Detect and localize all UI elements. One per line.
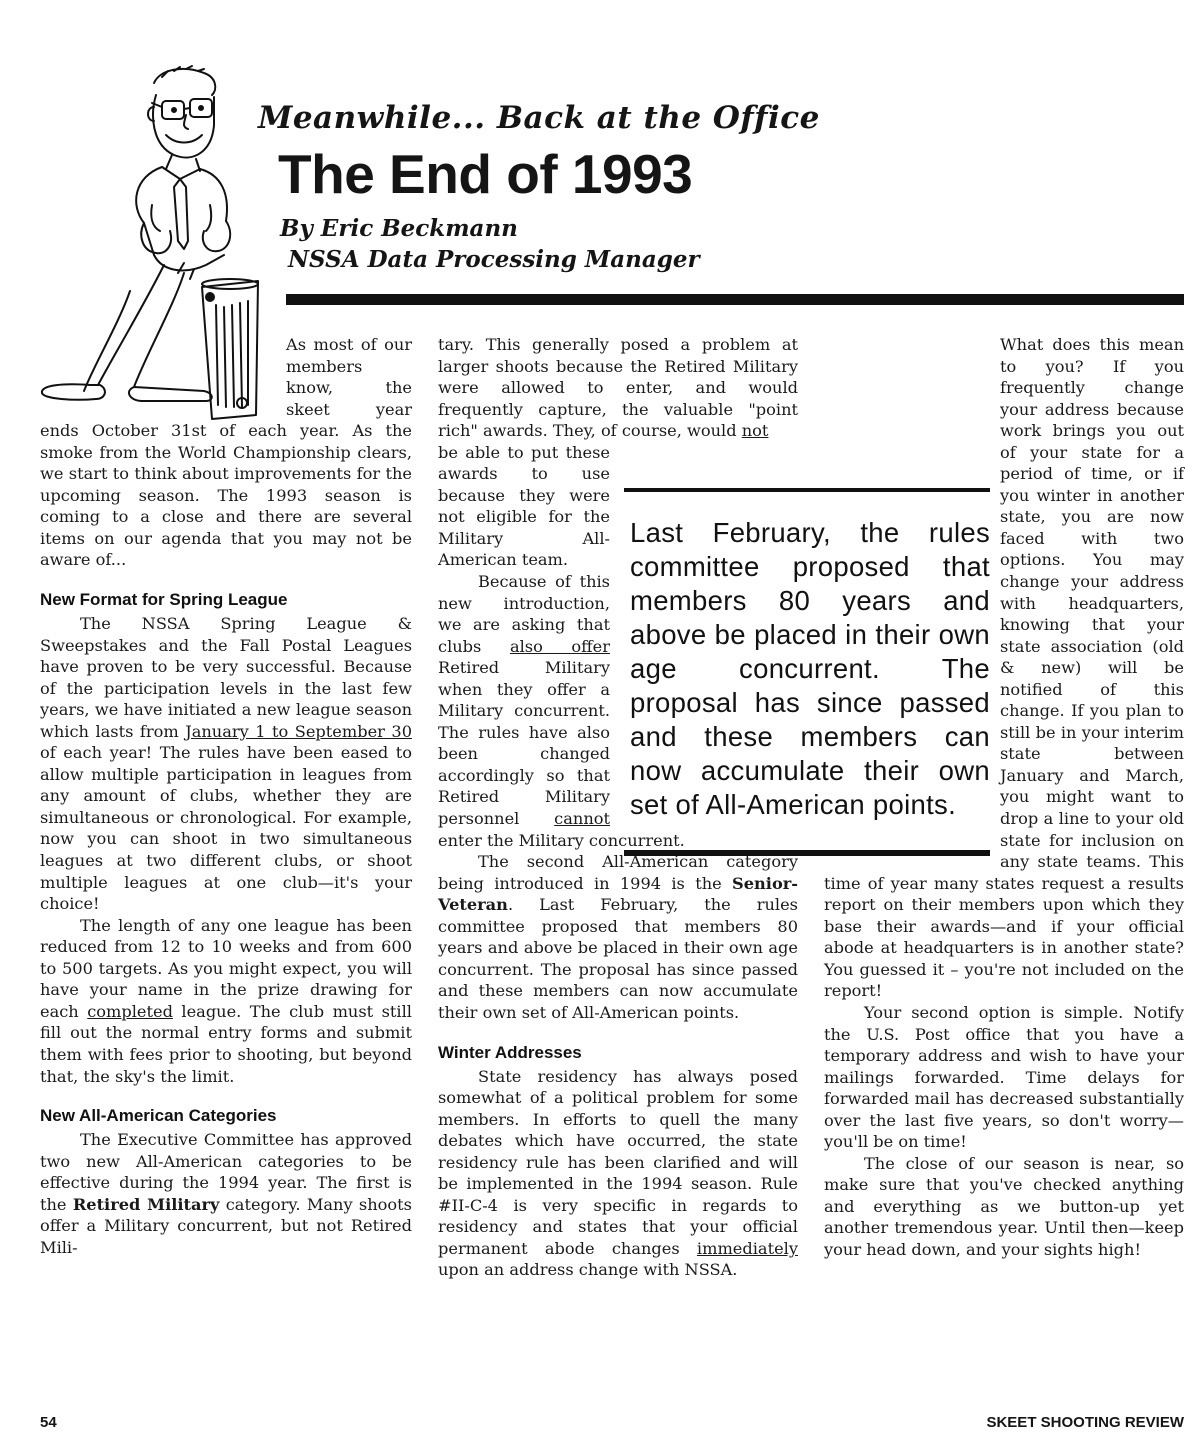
text-run: tary. This generally posed a problem at larger shoots because the Retired Military were allowed to enter, and would frequently capture, the valuable "point rich" awards. They, of	[438, 335, 798, 441]
text-run: State residency has always posed somewhat of a political problem for some members. In efforts to quell the many debates which have occurred, the state residency rule has been clarified and will be implemented in the 1994 season. Rule #II-C-4 is very specific in regards to residency and states that your official permanent abode changes	[438, 1066, 798, 1258]
text-run: Retired Military when they offer a Military concurrent. The rules have also been changed accordingly so that Retired Military personnel	[438, 658, 610, 829]
bold-term: Retired Military	[72, 1194, 220, 1214]
second-option-paragraph	[824, 1002, 1184, 1153]
underlined-dates: January 1 to September 30	[185, 721, 413, 741]
text-run: Your second option is simple. Notify the U.S. Post office that you have a temporary address and wish to have your mailings forwarded. Time delays for forwarded mail has decreased substantially over the last five years, so don't worry—you'll be on time!	[824, 1002, 1184, 1152]
bold-term: Senior-Veteran	[438, 873, 798, 915]
text-run: The NSSA Spring League & Sweepstakes and the Fall Postal Leagues have proven to be very successful. Because of the participation levels in the last few years, we have initiated a new league season which lasts from	[40, 614, 412, 741]
header-rule	[286, 294, 1184, 305]
pull-quote-text: Last February, the rules committee proposed that members 80 years and above be placed in their own age concurrent. The proposal has since passed and these members can now accumulate their own set of All-American points.	[630, 517, 990, 820]
text-run: be able to put these awards to use because they were not eligible for the Military All-American team.	[438, 442, 610, 570]
text-run: upon an address change with NSSA.	[438, 1260, 738, 1280]
section-kicker: Meanwhile... Back at the Office	[258, 100, 820, 136]
all-american-paragraph	[40, 1129, 412, 1258]
underlined-word: cannot	[554, 809, 610, 829]
text-run: The second All-American category being introduced in 1994 is the	[438, 852, 798, 893]
text-run: Because of this new introduction, we are asking that clubs	[438, 572, 610, 656]
subhead-spring-league: New Format for Spring League	[40, 590, 288, 610]
senior-veteran-paragraph	[438, 851, 798, 1023]
text-run: enter the Military concurrent.	[438, 830, 685, 850]
article-title: The End of 1993	[278, 143, 693, 205]
text-run: course, would	[621, 421, 737, 441]
subhead-all-american: New All-American Categories	[40, 1106, 277, 1126]
underlined-word: not	[741, 421, 769, 441]
underlined-word: immediately	[696, 1238, 798, 1258]
text-run: The Executive Committee has approved two new All-American categories to be effective during the 1994 year. The first is the	[40, 1130, 412, 1214]
underlined-phrase: also offer	[509, 636, 610, 656]
underlined-word: completed	[87, 1001, 173, 1021]
spring-paragraph-2	[40, 915, 412, 1087]
column-1	[40, 334, 412, 1258]
byline-author: By Eric Beckmann	[280, 215, 518, 242]
text-run: category. Many shoots offer a Military concurrent, but not Retired Mili-	[40, 1194, 412, 1257]
closing-paragraph	[824, 1153, 1184, 1261]
retired-military-paragraph	[438, 334, 798, 442]
illustration-spacer	[40, 334, 286, 418]
page-number: 54	[40, 1414, 57, 1431]
publication-name: SKEET SHOOTING REVIEW	[986, 1414, 1184, 1431]
pull-quote	[624, 488, 990, 856]
text-run: The close of our season is near, so make sure that you've checked anything and everything as we button-up yet another tremendous year. Until then—keep your head down, and your sights high!	[824, 1153, 1184, 1259]
subhead-winter-addresses: Winter Addresses	[438, 1042, 582, 1062]
intro-text-a: As most of our members know, the skeet	[286, 335, 412, 419]
text-run: . Last February, the rules committee proposed that members 80 years and above be placed in their own age concurrent. The proposal has since passed and these members can now accumulate their own set of All-American points.	[438, 895, 798, 1022]
text-run: What does this mean to you? If you frequently change your address because work brings you out of your state for a period of time, or if you winter in another state, you are now faced with two options. You may change your address with headquarters, knowing that your state association (old & new) will be notified of this change. If you plan to still be in your interim state between January and March, you might want to drop a line to your old state for inclusion on any state teams. This time of year many states request a results report on their members upon which they base their awards—and if your official abode at headquarters is in another state? You guessed it – you're not included on the report!	[824, 335, 1184, 1001]
spring-paragraph-1	[40, 613, 412, 915]
intro-text-b: year ends October 31st of each year. As the smoke from the World Championship clears, we start to think about improvements for the upcoming season. The 1993 season is coming to a close and there are several items on our agenda that you may not be aware of...	[40, 399, 412, 570]
byline	[280, 213, 700, 275]
text-run: of each year! The rules have been eased to allow multiple participation in leagues from any amount of clubs, whether they are simultaneous or chronological. For example, now you can shoot in two simultaneous leagues at two different clubs, or shoot multiple leagues at one club—it's your choice!	[40, 743, 412, 914]
winter-paragraph	[438, 1066, 798, 1281]
text-run: league. The club must still fill out the normal entry forms and submit them with fees prior to shooting, but beyond that, the sky's the limit.	[40, 1001, 412, 1086]
text-run: The length of any one league has been reduced from 12 to 10 weeks and from 600 to 500 targets. As you might expect, you will have your name in the prize drawing for each	[40, 915, 412, 1021]
byline-role: NSSA Data Processing Manager	[288, 246, 700, 273]
